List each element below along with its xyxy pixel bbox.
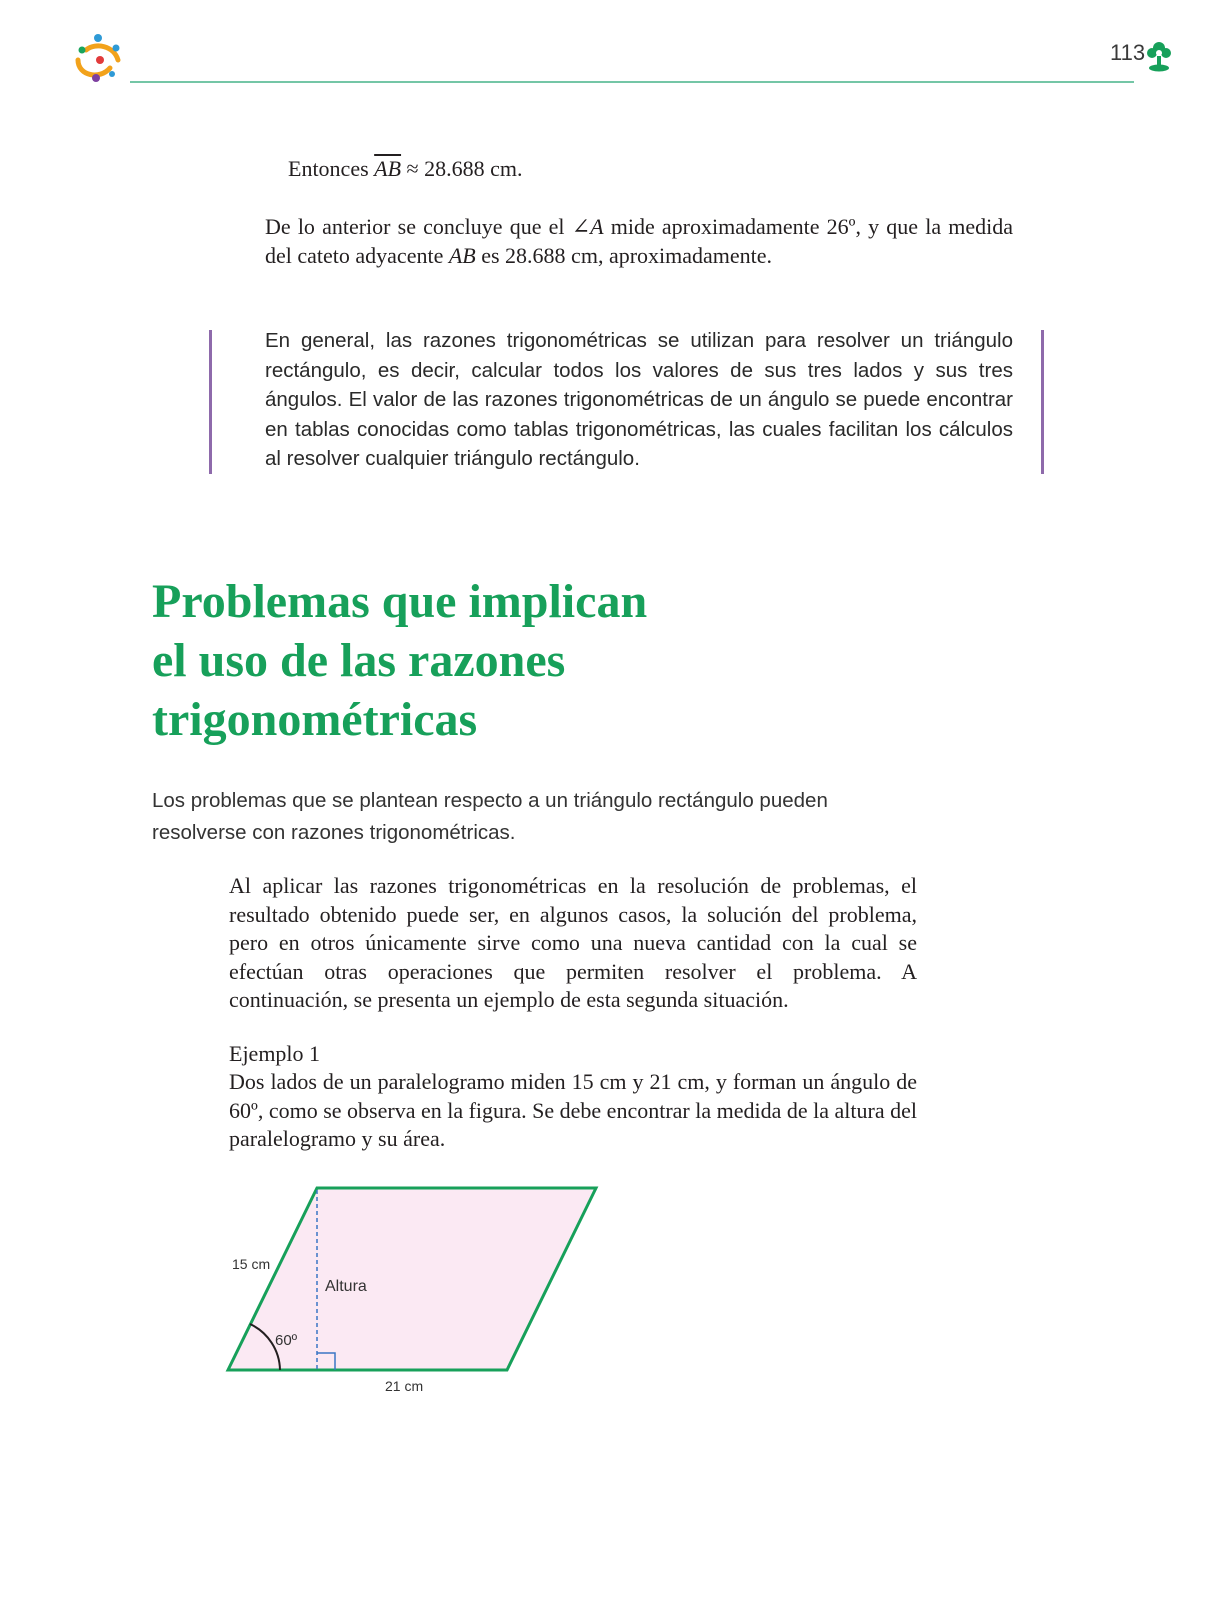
parallelogram-figure (220, 1185, 620, 1420)
angle-a: ∠A (571, 214, 604, 239)
section-title-line-2: el uso de las razones (152, 634, 566, 687)
result-lead: Entonces (288, 156, 375, 181)
example-text: Dos lados de un paralelogramo miden 15 cm y 21 cm, y forman un ángulo de 60º, como se observa en la figura. Se debe encontrar la medida de la altura del paralelogramo y su área. (229, 1069, 917, 1151)
side-label: 15 cm (232, 1256, 271, 1272)
callout-text: En general, las razones trigonométricas se utilizan para resolver un triángulo rectángulo, es decir, calcular todos los valores de sus tres lados y sus tres ángulos. El valor de las razones trigonométricas de un ángulo se puede encontrar en tablas conocidas como tablas trigonométricas, las cuales facilitan los cálculos al resolver cualquier triángulo rectángulo. (265, 329, 1013, 470)
publisher-logo-icon (70, 30, 126, 86)
section-intro: Los problemas que se plantean respecto a un triángulo rectángulo pueden resolverse con razones trigonométricas. (152, 789, 828, 844)
example-label: Ejemplo 1 (229, 1041, 321, 1066)
height-label: Altura (325, 1278, 367, 1295)
callout-left-bar (209, 330, 212, 474)
conclusion-part2: mide aproximadamente 26º, y que la medida del cateto adyacente (265, 214, 1014, 268)
section-title-line-1: Problemas que implican (152, 575, 648, 628)
section-title-line-3: trigonométricas (152, 693, 478, 746)
result-statement (288, 155, 1028, 184)
callout-right-bar (1041, 330, 1044, 474)
conclusion-part3: es 28.688 cm, aproximadamente. (475, 242, 773, 268)
conclusion-part1: De lo anterior se concluye que el (265, 214, 572, 239)
header-rule (130, 81, 1134, 83)
segment-ab-inline: AB (448, 242, 476, 268)
result-value: ≈ 28.688 cm. (401, 156, 523, 181)
page-number: 113 (1110, 40, 1146, 65)
base-label: 21 cm (385, 1378, 424, 1394)
flower-icon (1144, 38, 1174, 72)
conclusion-paragraph (265, 213, 1013, 270)
explanation-paragraph: Al aplicar las razones trigonométricas en la resolución de problemas, el resultado obtenido puede ser, en algunos casos, la solución del problema, pero en otros únicamente sirve como una nueva cantidad con la cual se efectúan otras operaciones que permiten resolver el problema. A continuación, se presenta un ejemplo de esta segunda situación. (229, 873, 917, 1012)
segment-ab: $\overline{AB}$ (374, 156, 402, 181)
angle-label: 60º (275, 1332, 298, 1349)
section-title (152, 572, 852, 749)
